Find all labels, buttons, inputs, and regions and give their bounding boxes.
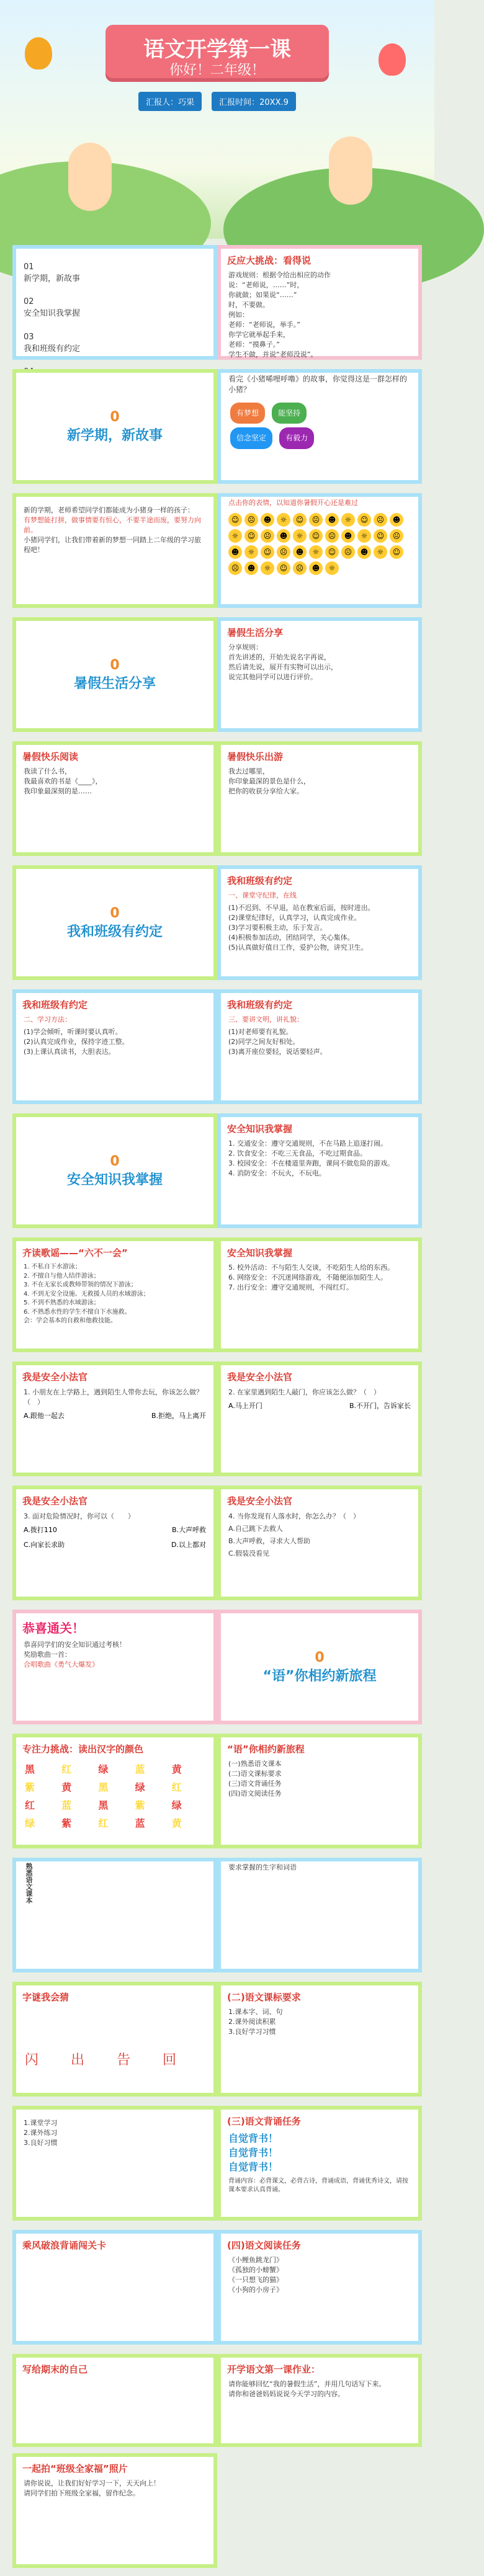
emoji-face-icon[interactable]: ☹ xyxy=(390,529,403,543)
section-title: “语”你相约新旅程 xyxy=(262,1668,377,1684)
emoji-face-icon[interactable]: ☼ xyxy=(244,545,258,559)
quiz2-slide xyxy=(217,1362,422,1476)
body-text: (4)积极参加活动，团结同学，关心集体。 xyxy=(228,933,354,942)
body-text: 7. 出行安全：遵守交通规则，不闯红灯。 xyxy=(228,1283,353,1291)
slide-title: (二)语文课标要求 xyxy=(227,1992,301,2003)
toc-item[interactable]: 01 新学期，新故事 xyxy=(24,262,81,283)
slide-subtitle: 三、要讲文明，讲礼貌： xyxy=(228,1015,303,1023)
color-word: 绿 xyxy=(25,1817,35,1829)
emoji-face-icon[interactable]: ☼ xyxy=(228,529,242,543)
color-word: 黑 xyxy=(25,1763,35,1775)
color-word-grid xyxy=(16,1758,213,1834)
list-item: 3.良好习惯 xyxy=(24,2138,58,2147)
rule-line: 游戏规则：根据令给出相应的动作 xyxy=(228,271,331,279)
slide-title: 齐读歌谣——“六不一会” xyxy=(22,1247,128,1259)
textbook-slide xyxy=(12,1858,217,1972)
quiz-option[interactable]: A.跟他一起去 xyxy=(24,1412,65,1420)
slide-title: 我和班级有约定 xyxy=(227,999,293,1010)
section-number: 0 xyxy=(110,409,120,425)
color-word: 蓝 xyxy=(135,1763,145,1775)
slide-title: 要求掌握的生字和词语 xyxy=(228,1863,297,1871)
body-text: 然后请先说，展开有实物可以出示， xyxy=(228,662,338,671)
body-text: 有梦想能打拼，做事情要有恒心，不要半途而废，要努力向前。 xyxy=(24,515,201,534)
section-title: 安全知识我掌握 xyxy=(66,1172,163,1188)
emoji-face-icon[interactable]: ☻ xyxy=(244,561,258,575)
slide-title: 写给期末的自己 xyxy=(22,2364,88,2375)
emoji-face-icon[interactable]: ☺ xyxy=(357,513,371,527)
emoji-face-icon[interactable]: ☺ xyxy=(261,545,274,559)
body-text: 把你的收获分享给大家。 xyxy=(228,787,303,795)
reporter-label: 汇报人：巧果 xyxy=(138,92,202,111)
rules3-slide xyxy=(217,989,422,1104)
rule-line: 老师：“摸鼻子。” xyxy=(228,340,280,349)
body-text: 请你能够回忆“我的暑假生活”，并用几句话写下来。 xyxy=(228,2380,386,2388)
color-word: 红 xyxy=(98,1817,109,1829)
reading-slide xyxy=(12,741,217,856)
color-word: 红 xyxy=(61,1763,72,1775)
body-text: 4. 不到无安全设施、无救援人员的水域游泳； xyxy=(24,1290,150,1298)
emoji-face-icon[interactable]: ☹ xyxy=(309,513,323,527)
quiz-option[interactable]: C.假装没看见 xyxy=(228,1549,270,1558)
quiz4-slide xyxy=(217,1486,422,1600)
emoji-face-icon[interactable]: ☻ xyxy=(357,545,371,559)
color-word: 绿 xyxy=(171,1799,182,1811)
emoji-face-icon[interactable]: ☼ xyxy=(277,513,290,527)
body-text: 会：学会基本的自救和他救技能。 xyxy=(24,1317,117,1324)
color-word: 蓝 xyxy=(135,1817,145,1829)
emoji-face-icon[interactable]: ☹ xyxy=(244,513,258,527)
standard-slide xyxy=(217,1982,422,2097)
emoji-face-icon[interactable]: ☼ xyxy=(325,561,339,575)
slide-title: 恭喜通关！ xyxy=(22,1621,84,1636)
section-slide xyxy=(12,369,217,484)
body-text: 小猪同学们，让我们带着新的梦想一同踏上二年级的学习旅程吧！ xyxy=(24,535,201,554)
quiz-option[interactable]: D.以上都对 xyxy=(171,1541,206,1549)
body-text: 4. 消防安全：不玩火，不玩电。 xyxy=(228,1169,326,1177)
section-slide xyxy=(12,1113,217,1228)
body-text: 我印象最深刻的是…… xyxy=(24,787,92,795)
emoji-face-icon[interactable]: ☺ xyxy=(277,561,290,575)
body-text: 3. 不在无家长或教师带领的情况下游泳； xyxy=(24,1281,137,1288)
body-text: 1. 不私自下水游泳； xyxy=(24,1263,81,1270)
trait-tag: 信念坚定 xyxy=(230,427,272,448)
slide-title: “语”你相约新旅程 xyxy=(227,1744,305,1755)
color-word: 红 xyxy=(25,1799,35,1811)
challenge-slide xyxy=(217,245,422,360)
body-text: 6. 不熟悉水性的学生不擅自下水施救。 xyxy=(24,1308,131,1316)
emoji-slide xyxy=(217,493,422,608)
emoji-grid xyxy=(221,509,418,579)
section-number: 0 xyxy=(315,1649,325,1665)
rule-line: 你就做；如果说“……” xyxy=(228,290,297,299)
list-item: (一)熟悉语文课本 xyxy=(228,1760,282,1768)
body-text: 请同学们拍下班级全家福，留作纪念。 xyxy=(24,2489,140,2497)
slide-title: (三)语文背诵任务 xyxy=(227,2116,301,2127)
emoji-face-icon[interactable]: ☺ xyxy=(390,545,403,559)
reading-race-slide xyxy=(12,2230,217,2345)
body-text: 5. 校外活动：不与陌生人交谈，不吃陌生人给的东西。 xyxy=(228,1263,394,1272)
color-word: 黑 xyxy=(98,1781,109,1793)
slide-title: 暑假生活分享 xyxy=(227,627,284,638)
body-text: 合唱歌曲《勇气大爆发》 xyxy=(24,1660,99,1669)
list-item: 3.良好学习习惯 xyxy=(228,2027,276,2036)
book-title: 《一只想飞的猫》 xyxy=(228,2275,283,2284)
slide-title: 反应大挑战：看得说 xyxy=(227,255,311,266)
quiz-option[interactable]: B.大声呼救 xyxy=(171,1526,206,1534)
color-word: 黄 xyxy=(171,1763,182,1775)
body-text: (1)对老师要有礼貌。 xyxy=(228,1027,293,1036)
slide-title: 安全知识我掌握 xyxy=(227,1123,293,1134)
slide-title: 乘风破浪背诵闯关卡 xyxy=(22,2240,107,2251)
body-text: (5)认真做好值日工作，爱护公物，讲究卫生。 xyxy=(228,943,368,952)
color-word: 黄 xyxy=(61,1781,72,1793)
toc-item[interactable]: 03 我和班级有约定 xyxy=(24,332,81,354)
emoji-face-icon[interactable]: ☹ xyxy=(228,561,242,575)
emoji-face-icon[interactable]: ☹ xyxy=(293,561,307,575)
child-illustration xyxy=(68,143,112,211)
slide-title: 我和班级有约定 xyxy=(22,999,88,1010)
section-number: 0 xyxy=(110,905,120,921)
quiz3-slide xyxy=(12,1486,217,1600)
rules2-slide xyxy=(12,989,217,1104)
rule-line: 老师：“老师说，举手。” xyxy=(228,320,300,329)
color-word: 紫 xyxy=(25,1781,35,1793)
child-illustration xyxy=(329,136,372,205)
toc-item[interactable]: 02 安全知识我掌握 xyxy=(24,297,81,319)
section-title: 暑假生活分享 xyxy=(73,675,156,692)
color-word: 蓝 xyxy=(61,1799,72,1811)
photo-slide xyxy=(12,2453,217,2568)
balloon-icon xyxy=(379,43,406,76)
emoji-face-icon[interactable]: ☻ xyxy=(309,561,323,575)
balloon-icon xyxy=(25,37,52,69)
book-title: 《孤独的小螃蟹》 xyxy=(228,2265,283,2274)
riddle-char[interactable]: 回 xyxy=(163,2052,177,2068)
slide-title: (四)语文阅读任务 xyxy=(227,2240,301,2251)
body-text: (1)不迟到、不早退，站在教室后面，按时进出。 xyxy=(228,903,375,912)
chars-slide xyxy=(217,1858,422,1972)
slide-title: 安全知识我掌握 xyxy=(227,1247,293,1259)
body-text: (3)学习要积极主动，乐于发言。 xyxy=(228,923,327,932)
body-text: 我读了什么书， xyxy=(24,767,71,775)
body-text: 说完其他同学可以进行评价。 xyxy=(228,672,317,681)
list-item: 2.课外练习 xyxy=(24,2128,58,2137)
textbook-label: 熟悉语文课本 xyxy=(24,1863,33,1904)
rule-line: 说：“老师说，……”时， xyxy=(228,280,304,289)
emoji-face-icon[interactable]: ☻ xyxy=(228,545,242,559)
body-text: 2. 饮食安全：不吃三无食品，不吃过期食品。 xyxy=(228,1149,367,1157)
color-word: 绿 xyxy=(135,1781,145,1793)
share-slide xyxy=(217,617,422,732)
rules1-slide xyxy=(217,865,422,980)
slide-title: 开学语文第一课作业： xyxy=(227,2364,321,2375)
body-text: 奖励歌曲一首： xyxy=(24,1650,71,1659)
book-title: 《小狗的小房子》 xyxy=(228,2285,283,2294)
body-text: (3)离开座位要轻，说话要轻声。 xyxy=(228,1047,327,1056)
body-text: 自觉背书！ xyxy=(228,2161,279,2173)
emoji-face-icon[interactable]: ☹ xyxy=(325,529,339,543)
body-text: 2. 不擅自与他人结伴游泳； xyxy=(24,1272,100,1280)
emoji-face-icon[interactable]: ☹ xyxy=(277,545,290,559)
page-title: 语文开学第一课 xyxy=(143,37,291,62)
emoji-face-icon[interactable]: ☹ xyxy=(261,529,274,543)
story-question: 看完《小猪唏哩呼噜》的故事，你觉得这是一群怎样的小猪？ xyxy=(228,375,408,394)
emoji-face-icon[interactable]: ☹ xyxy=(341,545,355,559)
slide-title: 我是安全小法官 xyxy=(227,1371,293,1383)
list-item: 2.课外阅读积累 xyxy=(228,2017,276,2026)
section-slide xyxy=(12,617,217,732)
reading-task-slide xyxy=(217,2230,422,2345)
toc-slide xyxy=(12,245,217,360)
body-text: 3. 校园安全：不在楼道里奔跑，课间不做危险的游戏。 xyxy=(228,1159,394,1167)
body-text: 恭喜同学们的安全知识通过考核！ xyxy=(24,1641,126,1649)
body-text: (3)上课认真读书，大胆表达。 xyxy=(24,1047,115,1056)
body-text: 分享规则： xyxy=(228,643,262,651)
list-item: (二)语文课标要求 xyxy=(228,1769,282,1778)
trait-tag: 有毅力 xyxy=(279,427,314,448)
body-text: (2)课堂纪律好，认真学习，认真完成作业。 xyxy=(228,913,361,922)
slide-title: 我是安全小法官 xyxy=(22,1371,88,1383)
section-number: 0 xyxy=(110,657,120,673)
rule-line: 例如： xyxy=(228,310,249,319)
quiz-option[interactable]: B.拒绝，马上离开 xyxy=(151,1412,206,1420)
quiz-option[interactable]: B.大声呼救，寻求大人帮助 xyxy=(228,1537,311,1545)
safety1-slide xyxy=(217,1113,422,1228)
quiz-option[interactable]: A.马上开门 xyxy=(228,1402,262,1410)
emoji-face-icon[interactable]: ☼ xyxy=(293,529,307,543)
rule-line: 你学它就举起手来， xyxy=(228,330,290,339)
emoji-face-icon[interactable]: ☻ xyxy=(341,529,355,543)
slide-subtitle: 二、学习方法： xyxy=(24,1015,71,1023)
safety-song-slide xyxy=(12,1237,217,1352)
body-text: 6. 网络安全：不沉迷网络游戏，不随便添加陌生人。 xyxy=(228,1273,387,1281)
body-text: (2)认真完成作业，保持字迹工整。 xyxy=(24,1037,129,1046)
body-text: 自觉背书！ xyxy=(228,2147,279,2159)
story-slide xyxy=(217,369,422,484)
color-word: 黑 xyxy=(98,1799,109,1811)
body-text: (2)同学之间友好相处。 xyxy=(228,1037,300,1046)
body-text: 首先讲述的，开始先说名字再说， xyxy=(228,653,331,661)
body-text: 背诵内容：必背课文，必背古诗，背诵成语，背诵优秀诗文，请按课本要求认真背诵。 xyxy=(228,2177,408,2194)
body-text: 新的学期，老师希望同学们都能成为小猪身一样的孩子： xyxy=(24,506,194,514)
body-text: 请你说说，让我们好好学习一下，天天向上！ xyxy=(24,2479,160,2487)
body-text: 请你和爸爸妈妈说说今天学习的内容。 xyxy=(228,2389,344,2398)
body-text: 你印象最深的景色是什么， xyxy=(228,777,310,785)
study-slide xyxy=(12,2106,217,2221)
book-title: 《小鲤鱼跳龙门》 xyxy=(228,2256,283,2264)
trait-tag: 能坚持 xyxy=(272,403,307,424)
emoji-face-icon[interactable]: ☺ xyxy=(374,529,387,543)
emoji-face-icon[interactable]: ☻ xyxy=(390,513,403,527)
color-word: 黄 xyxy=(171,1817,182,1829)
quiz-question: 4. 当你发现有人落水时，你怎么办？（ ） xyxy=(228,1512,360,1520)
color-word: 红 xyxy=(171,1781,182,1793)
emoji-face-icon[interactable]: ☼ xyxy=(261,561,274,575)
list-item: (三)语文背诵任务 xyxy=(228,1779,282,1788)
section-title: 新学期，新故事 xyxy=(66,427,163,443)
slide-title: 暑假快乐阅读 xyxy=(22,751,79,762)
rule-line: 时，不要做。 xyxy=(228,300,269,309)
emoji-face-icon[interactable]: ☼ xyxy=(341,513,355,527)
rule-line: 学生不做，并说“老师没说”。 xyxy=(228,350,318,359)
list-item: (四)语文阅读任务 xyxy=(228,1789,282,1798)
quiz-option[interactable]: B.不开门，告诉家长 xyxy=(349,1402,411,1410)
list-item: 1.课本字、词、句 xyxy=(228,2008,283,2016)
emoji-face-icon[interactable]: ☻ xyxy=(277,529,290,543)
slide-title: 我是安全小法官 xyxy=(22,1495,88,1507)
page-subtitle: 你好！二年级！ xyxy=(169,63,265,78)
riddle-char[interactable]: 出 xyxy=(71,2052,85,2068)
list-item: 1.课堂学习 xyxy=(24,2119,58,2127)
emoji-face-icon[interactable]: ☻ xyxy=(261,513,274,527)
colors-slide xyxy=(12,1734,217,1848)
slide-title: 我和班级有约定 xyxy=(227,875,293,886)
homework-slide xyxy=(217,2354,422,2447)
emoji-face-icon[interactable]: ☼ xyxy=(374,545,387,559)
trait-tag: 有梦想 xyxy=(230,403,265,424)
section-number: 0 xyxy=(110,1153,120,1169)
section-slide xyxy=(12,865,217,980)
quiz1-slide xyxy=(12,1362,217,1476)
emoji-face-icon[interactable]: ☺ xyxy=(244,529,258,543)
recite-slide xyxy=(217,2106,422,2221)
slide-title: 一起拍“班级全家福”照片 xyxy=(22,2463,128,2474)
emoji-face-icon[interactable]: ☺ xyxy=(293,513,307,527)
write-slide xyxy=(12,2354,217,2447)
quiz-question: 3. 面对危险情况时，你可以（ ） xyxy=(24,1512,135,1520)
safety2-slide xyxy=(217,1237,422,1352)
color-word: 紫 xyxy=(135,1799,145,1811)
congrats-slide xyxy=(12,1610,217,1724)
emoji-face-icon[interactable]: ☻ xyxy=(325,513,339,527)
emoji-face-icon[interactable]: ☺ xyxy=(228,513,242,527)
slide-title: 点击你的表情，以知道你暑假开心还是难过 xyxy=(228,499,358,507)
riddle-char[interactable]: 闪 xyxy=(25,2052,39,2068)
riddle-char[interactable]: 告 xyxy=(117,2052,131,2068)
newbook-slide xyxy=(217,1734,422,1848)
slide-title: 专注力挑战：读出汉字的颜色 xyxy=(22,1744,144,1755)
emoji-face-icon[interactable]: ☼ xyxy=(309,545,323,559)
quiz-option[interactable]: A.自己跳下去救人 xyxy=(228,1525,283,1533)
title-slide xyxy=(0,0,434,239)
quiz-question: 2. 在家里遇到陌生人敲门，你应该怎么做？（ ） xyxy=(228,1388,380,1396)
new-term-slide xyxy=(12,493,217,608)
emoji-face-icon[interactable]: ☻ xyxy=(293,545,307,559)
color-word: 绿 xyxy=(98,1763,109,1775)
section-slide xyxy=(217,1610,422,1724)
slide-title: 字谜我会猜 xyxy=(22,1992,69,2003)
quiz-option[interactable]: C.向家长求助 xyxy=(24,1541,65,1549)
slide-title: 暑假快乐出游 xyxy=(227,751,284,762)
emoji-face-icon[interactable]: ☺ xyxy=(309,529,323,543)
slide-title: 我是安全小法官 xyxy=(227,1495,293,1507)
body-text: 1. 交通安全：遵守交通规则，不在马路上追逐打闹。 xyxy=(228,1139,387,1148)
body-text: 5. 不到不熟悉的水域游泳； xyxy=(24,1299,100,1306)
color-word: 紫 xyxy=(61,1817,72,1829)
quiz-question: 1. 小朋友在上学路上，遇到陌生人带你去玩，你该怎么做？（ ） xyxy=(24,1388,203,1406)
game-slide xyxy=(12,1982,217,2097)
body-text: 我去过哪里， xyxy=(228,767,269,775)
emoji-face-icon[interactable]: ☺ xyxy=(325,545,339,559)
body-text: 我最喜欢的书是《____》， xyxy=(24,777,102,785)
time-label: 汇报时间：20XX.9 xyxy=(212,92,296,111)
emoji-face-icon[interactable]: ☼ xyxy=(357,529,371,543)
slide-subtitle: 一、课堂守纪律，在线 xyxy=(228,891,297,899)
travel-slide xyxy=(217,741,422,856)
body-text: 自觉背书！ xyxy=(228,2133,279,2144)
section-title: 我和班级有约定 xyxy=(66,924,163,940)
body-text: (1)学会倾听，听课时要认真听。 xyxy=(24,1027,122,1036)
emoji-face-icon[interactable]: ☹ xyxy=(374,513,387,527)
quiz-option[interactable]: A.拨打110 xyxy=(24,1526,57,1534)
